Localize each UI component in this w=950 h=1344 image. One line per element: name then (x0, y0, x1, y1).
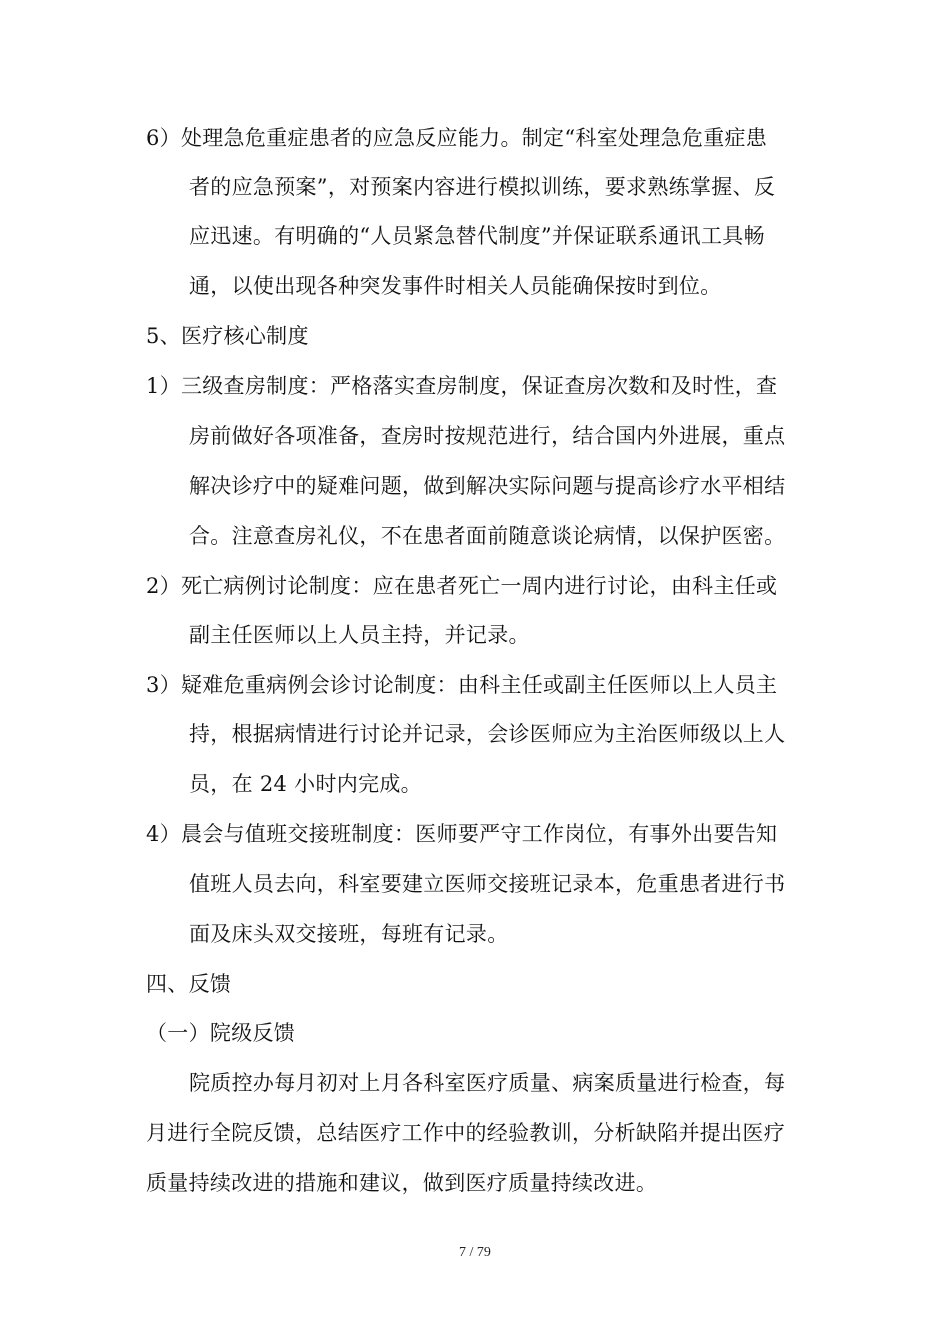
paragraph-line: 院质控办每月初对上月各科室医疗质量、病案质量进行检查，每 (189, 1071, 786, 1095)
text-line: 副主任医师以上人员主持，并记录。 (189, 623, 530, 647)
text-line: 面及床头双交接班，每班有记录。 (189, 922, 509, 946)
text-line: 值班人员去向，科室要建立医师交接班记录本，危重患者进行书 (189, 872, 786, 896)
text-line: 员，在 24 小时内完成。 (189, 772, 422, 796)
subsection-heading: （一）院级反馈 (146, 1021, 296, 1045)
text-line: 3）疑难危重病例会诊讨论制度：由科主任或副主任医师以上人员主 (146, 673, 778, 697)
text-line: 通，以使出现各种突发事件时相关人员能确保按时到位。 (189, 274, 722, 298)
text-line: 4）晨会与值班交接班制度：医师要严守工作岗位，有事外出要告知 (146, 822, 778, 846)
text-line: 1）三级查房制度：严格落实查房制度，保证查房次数和及时性，查 (146, 374, 778, 398)
text-line: 合。注意查房礼仪，不在患者面前随意谈论病情，以保护医密。 (189, 524, 786, 548)
section-heading: 5、医疗核心制度 (146, 324, 309, 348)
section-heading: 四、反馈 (146, 972, 232, 996)
text-line: 持，根据病情进行讨论并记录，会诊医师应为主治医师级以上人 (189, 722, 786, 746)
page-number: 7 / 79 (459, 1245, 491, 1260)
paragraph-line: 质量持续改进的措施和建议，做到医疗质量持续改进。 (146, 1171, 658, 1195)
text-line: 6）处理急危重症患者的应急反应能力。制定“科室处理急危重症患 (146, 126, 768, 150)
text-line: 解决诊疗中的疑难问题，做到解决实际问题与提高诊疗水平相结 (189, 474, 786, 498)
text-line: 房前做好各项准备，查房时按规范进行，结合国内外进展，重点 (189, 424, 786, 448)
text-line: 者的应急预案”，对预案内容进行模拟训练，要求熟练掌握、反 (189, 175, 776, 199)
text-line: 应迅速。有明确的“人员紧急替代制度”并保证联系通讯工具畅 (189, 224, 765, 248)
paragraph-line: 月进行全院反馈，总结医疗工作中的经验教训，分析缺陷并提出医疗 (146, 1121, 785, 1145)
text-line: 2）死亡病例讨论制度：应在患者死亡一周内进行讨论，由科主任或 (146, 574, 778, 598)
